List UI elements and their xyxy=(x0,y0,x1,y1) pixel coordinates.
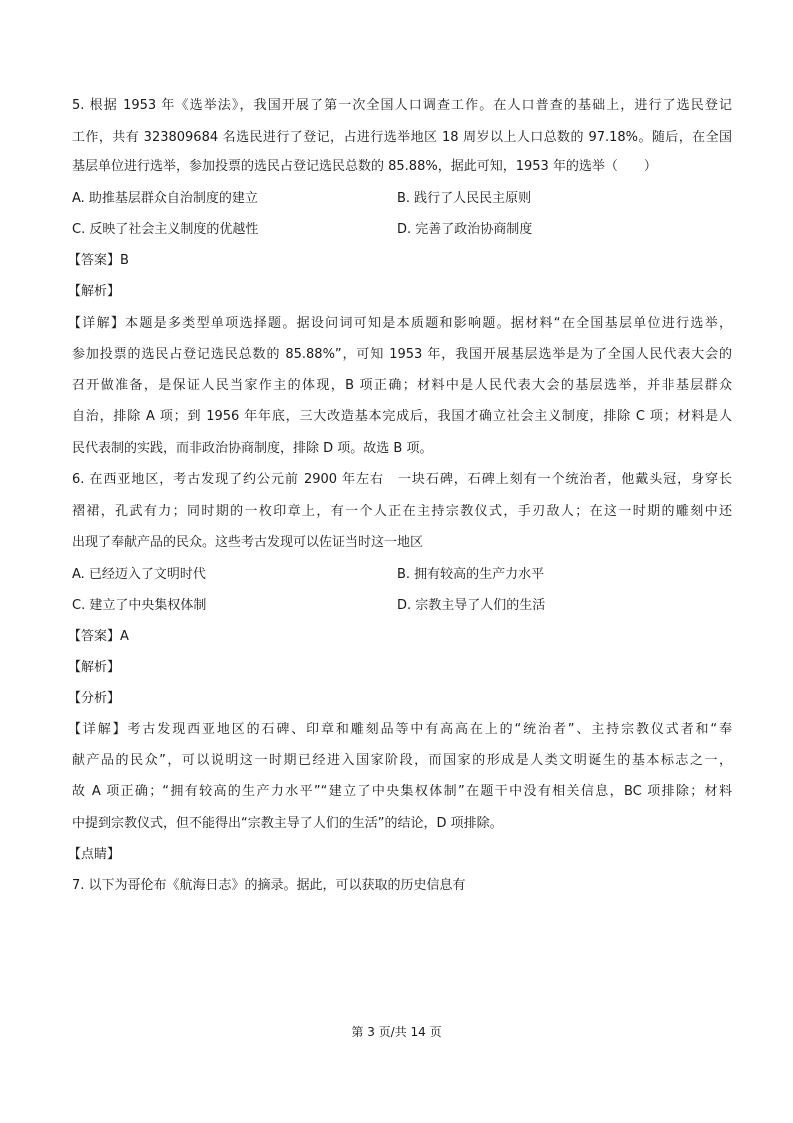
q5-detail-line-2: 参加投票的选民占登记选民总数的 85.88%”，可知 1953 年，我国开展基层选举是为了全国人民代表大会的 xyxy=(72,347,732,362)
q6-comment-label: 【点睛】 xyxy=(68,847,121,862)
q5-stem-line-1: 5. 根据 1953 年《选举法》，我国开展了第一次全国人口调查工作。在人口普查的基础上，进行了选民登记 xyxy=(72,98,732,113)
q5-stem-line-3: 基层单位进行选举，参加投票的选民占登记选民总数的 85.88%，据此可知，1953 年的选举（ ） xyxy=(72,159,657,174)
q6-detail-line-4: 中提到宗教仪式，但不能得出“宗教主导了人们的生活”的结论，D 项排除。 xyxy=(72,816,503,831)
q6-stem-line-2: 褶裙，孔武有力；同时期的一枚印章上，有一个人正在主持宗教仪式，手刃敌人；在这一时期的雕刻中还 xyxy=(72,504,732,519)
q5-analysis-label: 【解析】 xyxy=(68,284,121,299)
q5-answer: 【答案】B xyxy=(68,253,129,268)
q6-detail-line-1: 【详解】考古发现西亚地区的石碑、印章和雕刻品等中有高高在上的“统治者”、主持宗教仪式者和“奉 xyxy=(68,722,732,737)
q7-stem-line-1: 7. 以下为哥伦布《航海日志》的摘录。据此，可以获取的历史信息有 xyxy=(72,878,466,893)
q5-detail-line-5: 民代表制的实践，而非政治协商制度，排除 D 项。故选 B 项。 xyxy=(72,441,433,456)
q6-analysis2-label: 【分析】 xyxy=(68,691,121,706)
q6-option-b: B. 拥有较高的生产力水平 xyxy=(397,567,545,582)
q6-answer: 【答案】A xyxy=(68,629,129,644)
q6-option-a: A. 已经迈入了文明时代 xyxy=(72,567,206,582)
q5-detail-line-1: 【详解】本题是多类型单项选择题。据设问词可知是本质题和影响题。据材料“在全国基层单位进行选举， xyxy=(68,316,732,331)
q5-option-d: D. 完善了政治协商制度 xyxy=(397,222,533,237)
q5-option-b: B. 践行了人民民主原则 xyxy=(397,191,532,206)
q5-stem-line-2: 工作，共有 323809684 名选民进行了登记，占进行选举地区 18 周岁以上人口总数的 97.18%。随后，在全国 xyxy=(72,130,732,145)
q6-detail-line-3: 故 A 项正确；“拥有较高的生产力水平”“建立了中央集权体制”在题干中没有相关信息，BC 项排除；材料 xyxy=(72,784,732,799)
q6-option-d: D. 宗教主导了人们的生活 xyxy=(397,598,546,613)
q5-detail-line-4: 自治，排除 A 项；到 1956 年年底，三大改造基本完成后，我国才确立社会主义制度，排除 C 项；材料是人 xyxy=(72,409,732,424)
q5-option-a: A. 助推基层群众自治制度的建立 xyxy=(72,191,258,206)
q6-stem-line-3: 出现了奉献产品的民众。这些考古发现可以佐证当时这一地区 xyxy=(72,535,424,550)
q6-analysis-label: 【解析】 xyxy=(68,660,121,675)
q5-detail-line-3: 召开做准备，是保证人民当家作主的体现，B 项正确；材料中是人民代表大会的基层选举，并非基层群众 xyxy=(72,378,732,393)
q5-option-c: C. 反映了社会主义制度的优越性 xyxy=(72,222,259,237)
page-footer: 第 3 页/共 14 页 xyxy=(351,1025,442,1039)
q6-option-c: C. 建立了中央集权体制 xyxy=(72,598,207,613)
q6-stem-line-1: 6. 在西亚地区，考古发现了约公元前 2900 年左右 一块石碑，石碑上刻有一个统治者，他戴头冠，身穿长 xyxy=(72,472,732,487)
q6-detail-line-2: 献产品的民众”，可以说明这一时期已经进入国家阶段，而国家的形成是人类文明诞生的基本标志之一， xyxy=(72,753,732,768)
